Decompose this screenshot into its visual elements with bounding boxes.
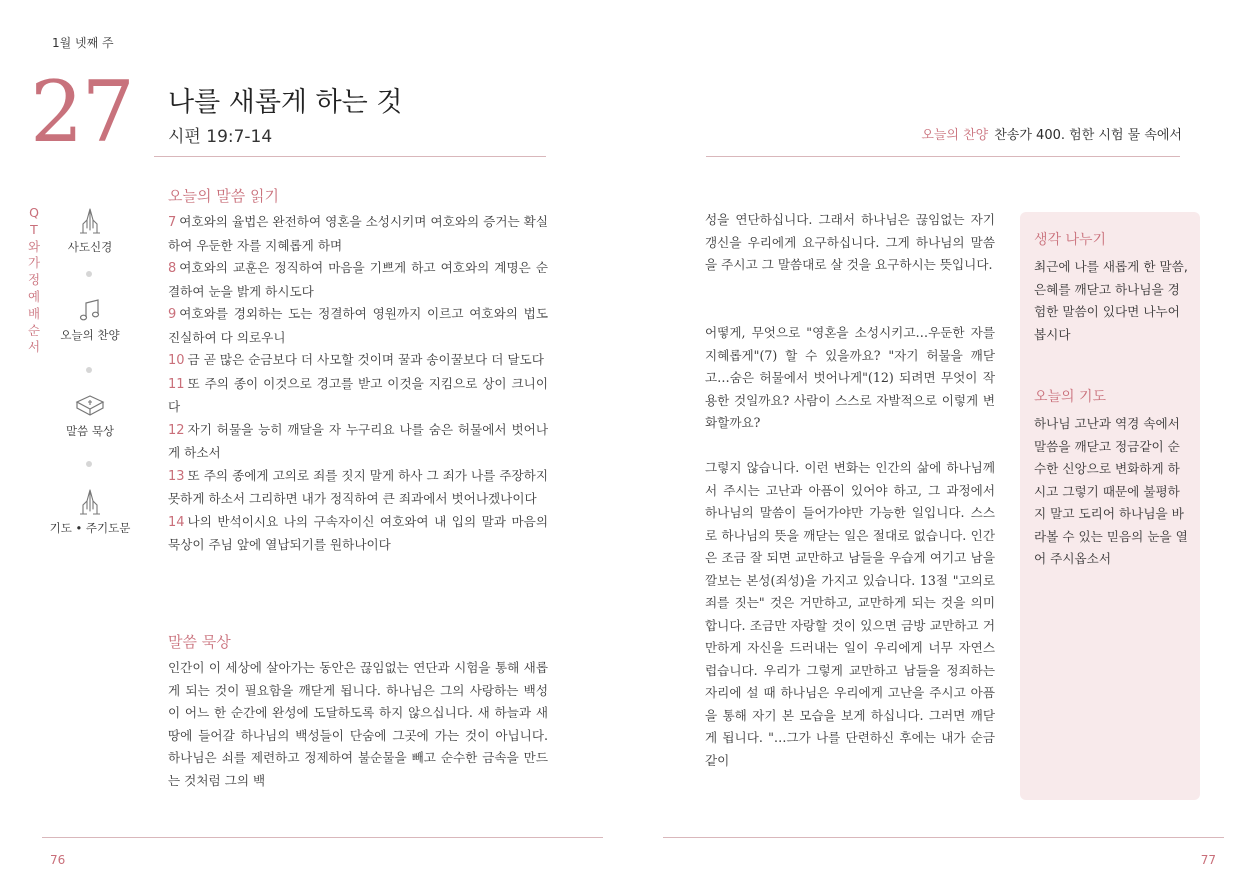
verse-number: 14 [168,514,185,530]
verse [168,211,548,257]
verse-number: 12 [168,422,185,438]
verse-text: 또 주의 종에게 고의로 죄를 짓지 말게 하사 그 죄가 나를 주장하지 못하게 하소서 그리하면 내가 정직하여 큰 죄과에서 벗어나겠나이다 [168,467,548,506]
verse-number: 8 [168,261,177,276]
hymn-label: 오늘의 찬양 [921,128,989,143]
meditation-heading: 말씀 묵상 [168,633,231,651]
share-heading: 생각 나누기 [1034,232,1107,248]
nav-item-meditation [40,392,140,439]
verse-number: 13 [168,468,185,484]
nav-label: 기도 • 주기도문 [49,521,131,535]
verse-text: 여호와를 경외하는 도는 정결하여 영원까지 이르고 여호와의 법도 진실하여 다 의로우니 [168,306,548,345]
verse-text: 나의 반석이시요 나의 구속자이신 여호와여 내 입의 말과 마음의 묵상이 주님 앞에 열납되기를 원하나이다 [168,513,548,552]
verse-text: 또 주의 종이 이것으로 경고를 받고 이것을 지킴으로 상이 크니이다 [168,375,548,414]
meditation-paragraph: 그렇지 않습니다. 이런 변화는 인간의 삶에 하나님께서 주시는 고난과 아픔이 있어야 하고, 그 과정에서 하나님의 말씀이 들어가야만 가능한 일입니다. 스스로 하나님의 뜻을 깨닫는 일은 절대로 없습니다. 인간은 조금 잘 되면 교만하고 남들을 우습게 여기고 남을 깔보는 본성(죄성)을 가지고 있습니다. 13절 "고의로 죄를 짓는" 것은 거만하고, 교만하게 되는 것을 의미합니다. 조금만 자랑할 것이 있으면 금방 교만하고 거만하게 자신을 드러내는 일이 우리에게 너무 자연스럽습니다. 우리가 그렇게 교만하고 남들을 정죄하는 자리에 설 때 하나님은 우리에게 고난을 주시고 아픔을 통해 자기 본 모습을 보게 하십니다. 그러면 깨닫게 됩니다. "…그가 나를 단련하신 후에는 내가 순금같이 [705,460,995,768]
verse [168,303,548,349]
nav-separator-dot [86,461,92,467]
bible-icon [74,392,106,420]
verse-list [168,211,548,557]
nav-label: 사도신경 [67,240,113,254]
header-divider-right [706,156,1180,157]
side-vertical-label: QT와 가정예배 순서 [27,205,41,355]
verse [168,419,548,465]
meditation-paragraph: 인간이 이 세상에 살아가는 동안은 끊임없는 연단과 시험을 통해 새롭게 되는 것이 필요함을 깨닫게 됩니다. 하나님은 그의 사랑하는 백성이 어느 한 순간에 완성에 도달하도록 하지 않으십니다. 새 하늘과 새 땅에 들어갈 하나님의 백성들이 단숨에 그곳에 가는 것이 아닙니다. 하나님은 쇠를 제련하고 정제하여 불순물을 빼고 순수한 금속을 만드는 것처럼 그의 백 [168,660,548,788]
verse [168,511,548,557]
nav-label: 말씀 묵상 [65,424,115,438]
footer-divider-left [42,837,603,838]
praying-hands-icon [75,206,105,236]
nav-separator-dot [86,367,92,373]
week-label: 1월 넷째 주 [52,36,114,50]
footer-divider-right [663,837,1224,838]
header-divider-left [154,156,546,157]
nav-label: 오늘의 찬양 [60,328,120,342]
nav-item-hymn [40,298,140,343]
verse-number: 10 [168,353,185,368]
praying-hands-icon [75,487,105,517]
meditation-paragraph: 어떻게, 무엇으로 "영혼을 소성시키고…우둔한 자를 지혜롭게"(7) 할 수 있을까요? "자기 허물을 깨닫고…숨은 허물에서 벗어나게"(12) 되려면 무엇이 작용한 것일까요? 사람이 스스로 자발적으로 이렇게 변화할까요? [705,325,995,430]
verse-text: 자기 허물을 능히 깨달을 자 누구리요 나를 숨은 허물에서 벗어나게 하소서 [168,421,548,460]
verse-text: 여호와의 율법은 완전하여 영혼을 소성시키며 여호와의 증거는 확실하여 우둔한 자를 지혜롭게 하며 [168,214,548,253]
verse [168,257,548,303]
prayer-heading: 오늘의 기도 [1034,389,1107,405]
todays-hymn [921,124,1182,143]
page-number-right: 77 [1200,853,1216,867]
scripture-reference: 시편 19:7-14 [168,127,273,147]
verse-text: 금 곧 많은 순금보다 더 사모할 것이며 꿀과 송이꿀보다 더 달도다 [187,352,544,367]
page-title: 나를 새롭게 하는 것 [168,87,403,118]
verse [168,373,548,419]
page-number-left: 76 [50,853,66,867]
day-number: 27 [30,63,133,161]
share-text: 최근에 나를 새롭게 한 말씀, 은혜를 깨닫고 하나님을 경험한 말씀이 있다면 나누어 봅시다 [1034,259,1188,342]
reading-heading: 오늘의 말씀 읽기 [168,187,279,205]
verse-number: 7 [168,215,177,230]
meditation-paragraph: 성을 연단하십니다. 그래서 하나님은 끊임없는 자기 갱신을 우리에게 요구하십니다. 그게 하나님의 말씀을 주시고 그 말씀대로 살 것을 요구하시는 뜻입니다. [705,212,995,272]
prayer-text: 하나님 고난과 역경 속에서 말씀을 깨닫고 정금같이 순수한 신앙으로 변화하게 하시고 그렇기 때문에 불평하지 말고 도리어 하나님을 바라볼 수 있는 믿음의 눈을 열어 주시옵소서 [1034,416,1188,566]
nav-item-creed [40,206,140,255]
hymn-title: 찬송가 400. 험한 시험 물 속에서 [994,128,1182,143]
verse [168,349,548,373]
verse-text: 여호와의 교훈은 정직하여 마음을 기쁘게 하고 여호와의 계명은 순결하여 눈을 밝게 하시도다 [168,260,548,299]
verse [168,465,548,511]
verse-number: 9 [168,307,177,322]
nav-item-prayer [40,487,140,536]
verse-number: 11 [168,376,185,392]
nav-separator-dot [86,271,92,277]
music-note-icon [75,298,105,324]
